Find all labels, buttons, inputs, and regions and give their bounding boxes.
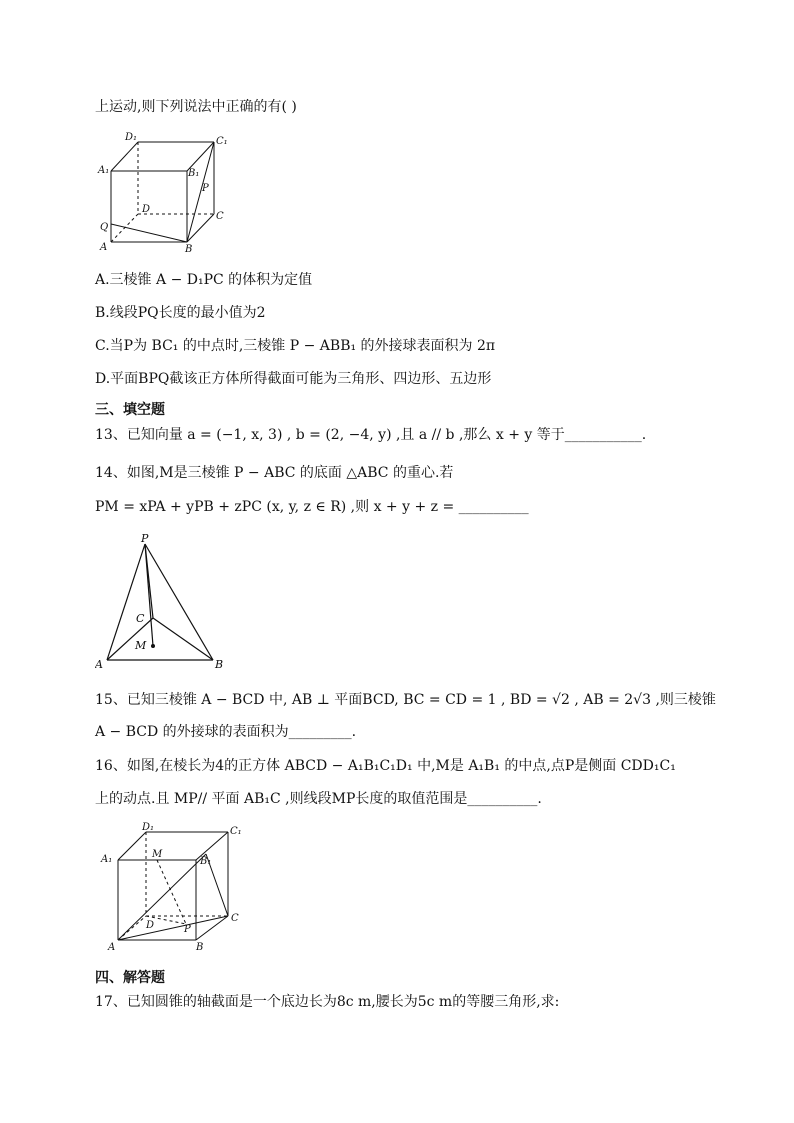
- label-D1: D₁: [142, 822, 155, 833]
- label-C1: C₁: [230, 826, 242, 837]
- label-M: M: [135, 639, 147, 652]
- label-B: B: [215, 658, 224, 671]
- question-14-line1: 14、如图,M是三棱锥 P − ABC 的底面 △ABC 的重心.若: [95, 465, 454, 481]
- question-15-line1: 15、已知三棱锥 A − BCD 中, AB ⊥ 平面BCD, BC = CD = 1 , BD = √2 , AB = 2√3 ,则三棱锥: [95, 692, 716, 708]
- label-D: D: [142, 204, 151, 215]
- label-D: D: [146, 920, 155, 931]
- label-A1: A₁: [101, 854, 113, 865]
- label-A: A: [100, 242, 108, 253]
- label-P: P: [141, 532, 149, 545]
- question-16-line1: 16、如图,在棱长为4的正方体 ABCD − A₁B₁C₁D₁ 中,M是 A₁B₁ 的中点,点P是侧面 CDD₁C₁: [95, 758, 676, 774]
- label-C: C: [136, 612, 145, 625]
- label-B: B: [196, 942, 204, 953]
- cube-figure-1: [95, 128, 235, 258]
- question-16-line2: 上的动点.且 MP// 平面 AB₁C ,则线段MP长度的取值范围是__________.: [95, 791, 542, 807]
- question-15-line2: A − BCD 的外接球的表面积为_________.: [95, 724, 357, 740]
- option-d: D.平面BPQ截该正方体所得截面可能为三角形、四边形、五边形: [95, 371, 492, 387]
- label-B1: B₁: [200, 856, 212, 867]
- label-B1: B₁: [188, 168, 200, 179]
- tetrahedron-figure: [95, 530, 235, 675]
- label-Q: Q: [100, 222, 109, 233]
- question-14-line2: PM = xPA + yPB + zPC (x, y, z ∈ R) ,则 x + y + z = __________: [95, 499, 529, 515]
- section-answer-questions: 四、解答题: [95, 970, 165, 986]
- cube-figure-2: [98, 820, 248, 955]
- label-A: A: [95, 658, 103, 671]
- label-C: C: [216, 211, 224, 222]
- label-B: B: [185, 244, 193, 255]
- label-P: P: [202, 183, 209, 194]
- label-M: M: [152, 849, 163, 860]
- label-D1: D₁: [125, 132, 138, 143]
- label-C: C: [231, 913, 239, 924]
- label-A1: A₁: [98, 165, 110, 176]
- option-b: B.线段PQ长度的最小值为2: [95, 305, 266, 321]
- question-13: 13、已知向量 a = (−1, x, 3) , b = (2, −4, y) ,且 a // b ,那么 x + y 等于___________.: [95, 427, 647, 443]
- label-A: A: [108, 942, 116, 953]
- question-stem-end: 上运动,则下列说法中正确的有( ): [95, 99, 297, 115]
- question-17: 17、已知圆锥的轴截面是一个底边长为8c m,腰长为5c m的等腰三角形,求:: [95, 994, 560, 1010]
- label-C1: C₁: [216, 136, 228, 147]
- option-a: A.三棱锥 A − D₁PC 的体积为定值: [95, 272, 313, 288]
- section-fill-in-blank: 三、填空题: [95, 402, 165, 418]
- label-P: P: [184, 924, 191, 935]
- option-c: C.当P为 BC₁ 的中点时,三棱锥 P − ABB₁ 的外接球表面积为 2π: [95, 338, 496, 354]
